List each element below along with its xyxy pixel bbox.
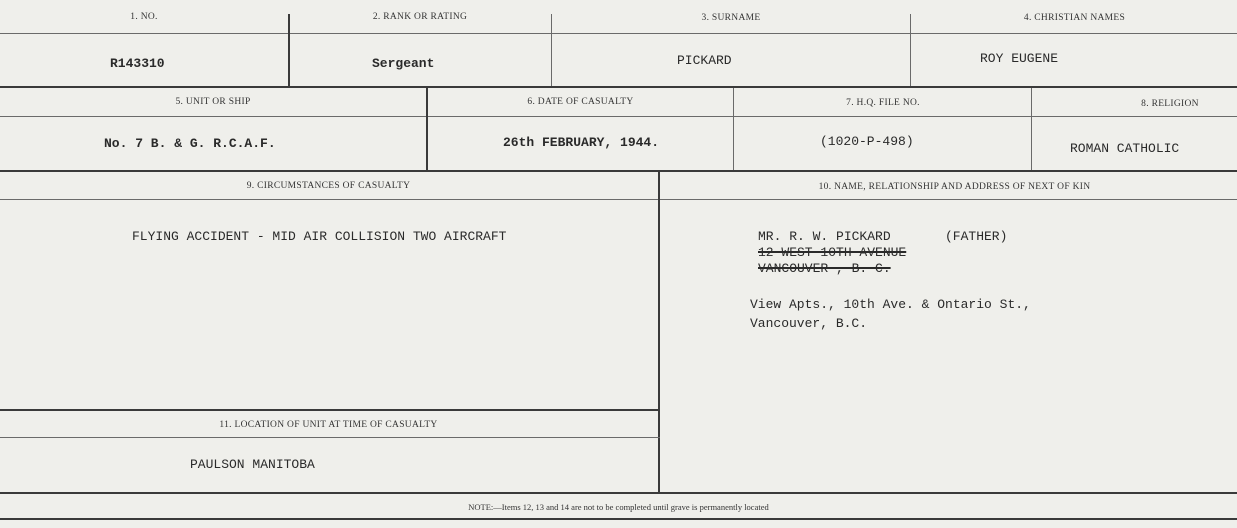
row2-divider-1: [426, 88, 428, 170]
next-of-kin-relationship: (FATHER): [945, 229, 1008, 244]
row2-label-divider: [0, 116, 1237, 117]
service-number: R143310: [110, 56, 165, 71]
row2-bottom-border: [0, 170, 1237, 172]
lower-label-divider: [0, 199, 1237, 200]
location-top-border: [0, 409, 660, 411]
row1-label-divider: [0, 33, 1237, 34]
circumstances-label: 9. CIRCUMSTANCES OF CASUALTY: [246, 181, 411, 191]
no-label: 1. NO.: [130, 12, 158, 22]
rank-label: 2. RANK OR RATING: [372, 12, 468, 22]
christian-names-label: 4. CHRISTIAN NAMES: [1023, 13, 1126, 23]
file-label: 7. H.Q. FILE NO.: [846, 98, 920, 108]
struck-address-line-2: VANCOUVER , B. C.: [758, 261, 891, 276]
location-label: 11. LOCATION OF UNIT AT TIME OF CASUALTY: [219, 420, 438, 430]
religion-label: 8. RELIGION: [1141, 99, 1199, 109]
surname-label: 3. SURNAME: [701, 13, 761, 23]
christian-names-value: ROY EUGENE: [980, 51, 1059, 66]
row2-divider-3: [1031, 88, 1032, 170]
unit-value: No. 7 B. & G. R.C.A.F.: [104, 136, 276, 151]
footer-note: NOTE:—Items 12, 13 and 14 are not to be completed until grave is permanently located: [468, 502, 769, 512]
note-bottom-border: [0, 518, 1237, 520]
surname-value: PICKARD: [677, 53, 732, 68]
date-of-casualty-value: 26th FEBRUARY, 1944.: [503, 135, 660, 150]
circumstances-value: FLYING ACCIDENT - MID AIR COLLISION TWO AIRCRAFT: [132, 229, 507, 244]
row2-divider-2: [733, 88, 734, 170]
row1-divider-2: [551, 14, 552, 86]
next-of-kin-address-line-2: Vancouver, B.C.: [750, 316, 868, 331]
next-of-kin-address-line-1: View Apts., 10th Ave. & Ontario St.,: [750, 297, 1031, 312]
location-value: PAULSON MANITOBA: [190, 457, 315, 472]
rank-value: Sergeant: [372, 56, 435, 71]
unit-label: 5. UNIT OR SHIP: [175, 97, 251, 107]
lower-center-divider: [658, 172, 660, 492]
hq-file-value: (1020-P-498): [820, 134, 914, 149]
row1-divider-3: [910, 14, 911, 86]
date-label: 6. DATE OF CASUALTY: [527, 97, 634, 107]
next-of-kin-name: MR. R. W. PICKARD: [758, 229, 891, 244]
next-of-kin-label: 10. NAME, RELATIONSHIP AND ADDRESS OF NEXT OF KIN: [818, 182, 1091, 192]
struck-address-line-1: 12 WEST 10TH AVENUE: [758, 245, 907, 260]
row1-divider-1: [288, 14, 290, 86]
religion-value: ROMAN CATHOLIC: [1070, 141, 1180, 156]
note-top-border: [0, 492, 1237, 494]
location-label-divider: [0, 437, 660, 438]
row1-bottom-border: [0, 86, 1237, 88]
